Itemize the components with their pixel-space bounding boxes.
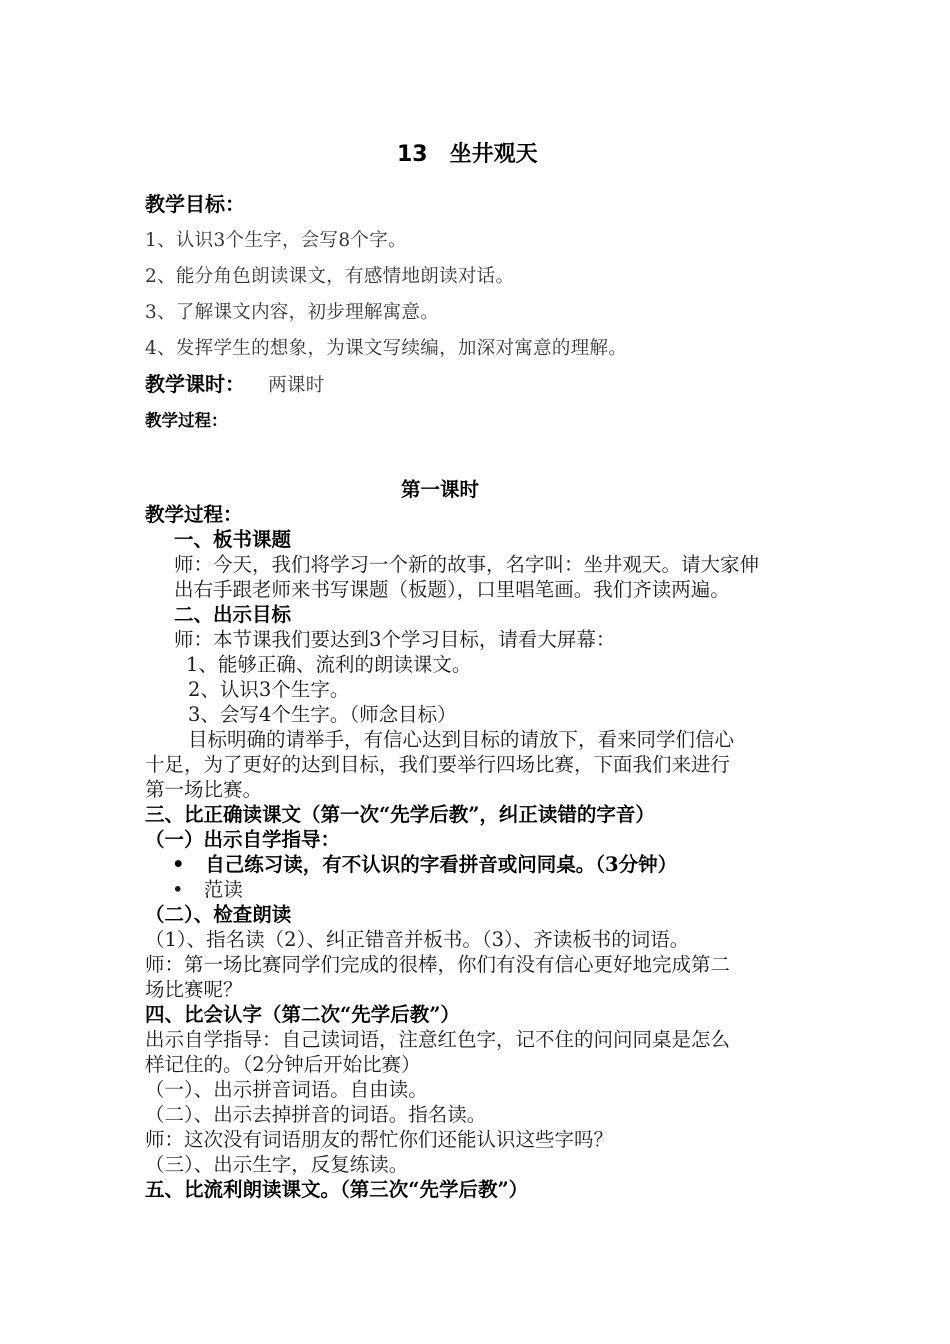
objectives-heading: 教学目标： [145, 192, 245, 216]
section-2-goal-2: 2、认识3个生字。 [188, 678, 350, 701]
section-4-guide-line-2: 样记住的。（2分钟后开始比赛） [145, 1053, 421, 1076]
objective-item-3: 3、了解课文内容，初步理解寓意。 [145, 302, 440, 323]
lesson1-process: 教学过程： [145, 503, 243, 526]
section-2-text-line-2: 十足，为了更好的达到目标，我们要举行四场比赛，下面我们来进行 [145, 753, 731, 776]
section-4-guide-line-1: 出示自学指导：自己读词语，注意红色字，记不住的问问同桌是怎么 [145, 1028, 731, 1051]
lesson-hours [145, 368, 325, 397]
lesson-hours-value: 两课时 [268, 375, 325, 396]
bullet-item-2 [172, 874, 243, 902]
section-3-sub-1: （一）出示自学指导： [145, 828, 341, 851]
section-2-goal-1: 1、能够正确、流利的朗读课文。 [186, 653, 472, 676]
section-2-intro: 师：本节课我们要达到3个学习目标，请看大屏幕： [174, 628, 616, 651]
bullet-item-2-text: 范读 [203, 878, 243, 901]
lesson1-heading: 第一课时 [401, 478, 480, 501]
section-3-text-line-3: 场比赛呢？ [145, 978, 243, 1001]
section-4-sub-1: （一）、出示拼音词语。自由读。 [145, 1078, 428, 1101]
objective-item-2: 2、能分角色朗读课文，有感情地朗读对话。 [145, 266, 515, 287]
objective-item-4: 4、发挥学生的想象，为课文写续编，加深对寓意的理解。 [145, 338, 628, 359]
section-3-text-line-2: 师：第一场比赛同学们完成的很棒，你们有没有信心更好地完成第二 [145, 953, 731, 976]
bullet-item-1-text: 自己练习读，有不认识的字看拼音或问同桌。（3分钟） [205, 853, 678, 876]
bullet-dot-icon: • [172, 878, 184, 901]
section-3-sub-2: （二）、检查朗读 [145, 903, 292, 926]
lesson-hours-label: 教学课时： [145, 372, 245, 396]
section-2-heading: 二、出示目标 [174, 603, 292, 626]
section-1-heading: 一、板书课题 [174, 528, 292, 551]
bullet-dot-icon: • [172, 853, 185, 876]
page-title: 13 坐井观天 [397, 142, 538, 167]
section-2-text-line-1: 目标明确的请举手，有信心达到目标的请放下，看来同学们信心 [188, 728, 735, 751]
section-3-heading: 三、比正确读课文（第一次“先学后教”，纠正读错的字音） [145, 803, 655, 826]
section-1-text-line-1: 师：今天，我们将学习一个新的故事，名字叫：坐井观天。请大家伸 [174, 553, 760, 576]
section-1-text-line-2: 出右手跟老师来书写课题（板题），口里唱笔画。我们齐读两遍。 [174, 578, 730, 601]
section-5-heading: 五、比流利朗读课文。（第三次“先学后教”） [145, 1178, 529, 1201]
section-2-goal-3: 3、会写4个生字。（师念目标） [188, 703, 457, 726]
section-4-sub-3: （三）、出示生字，反复练读。 [145, 1153, 409, 1176]
section-2-text-line-3: 第一场比赛。 [145, 778, 263, 801]
section-3-text-line-1: （1）、指名读（2）、纠正错音并板书。（3）、齐读板书的词语。 [145, 928, 690, 951]
section-4-sub-2: （二）、出示去掉拼音的词语。指名读。 [145, 1103, 487, 1126]
section-4-heading: 四、比会认字（第二次“先学后教”） [145, 1003, 460, 1026]
section-4-teacher-line: 师：这次没有词语朋友的帮忙你们还能认识这些字吗？ [145, 1128, 614, 1151]
objective-item-1: 1、认识3个生字，会写8个字。 [145, 230, 407, 251]
process-label: 教学过程： [145, 411, 228, 430]
bullet-item-1 [172, 849, 677, 877]
